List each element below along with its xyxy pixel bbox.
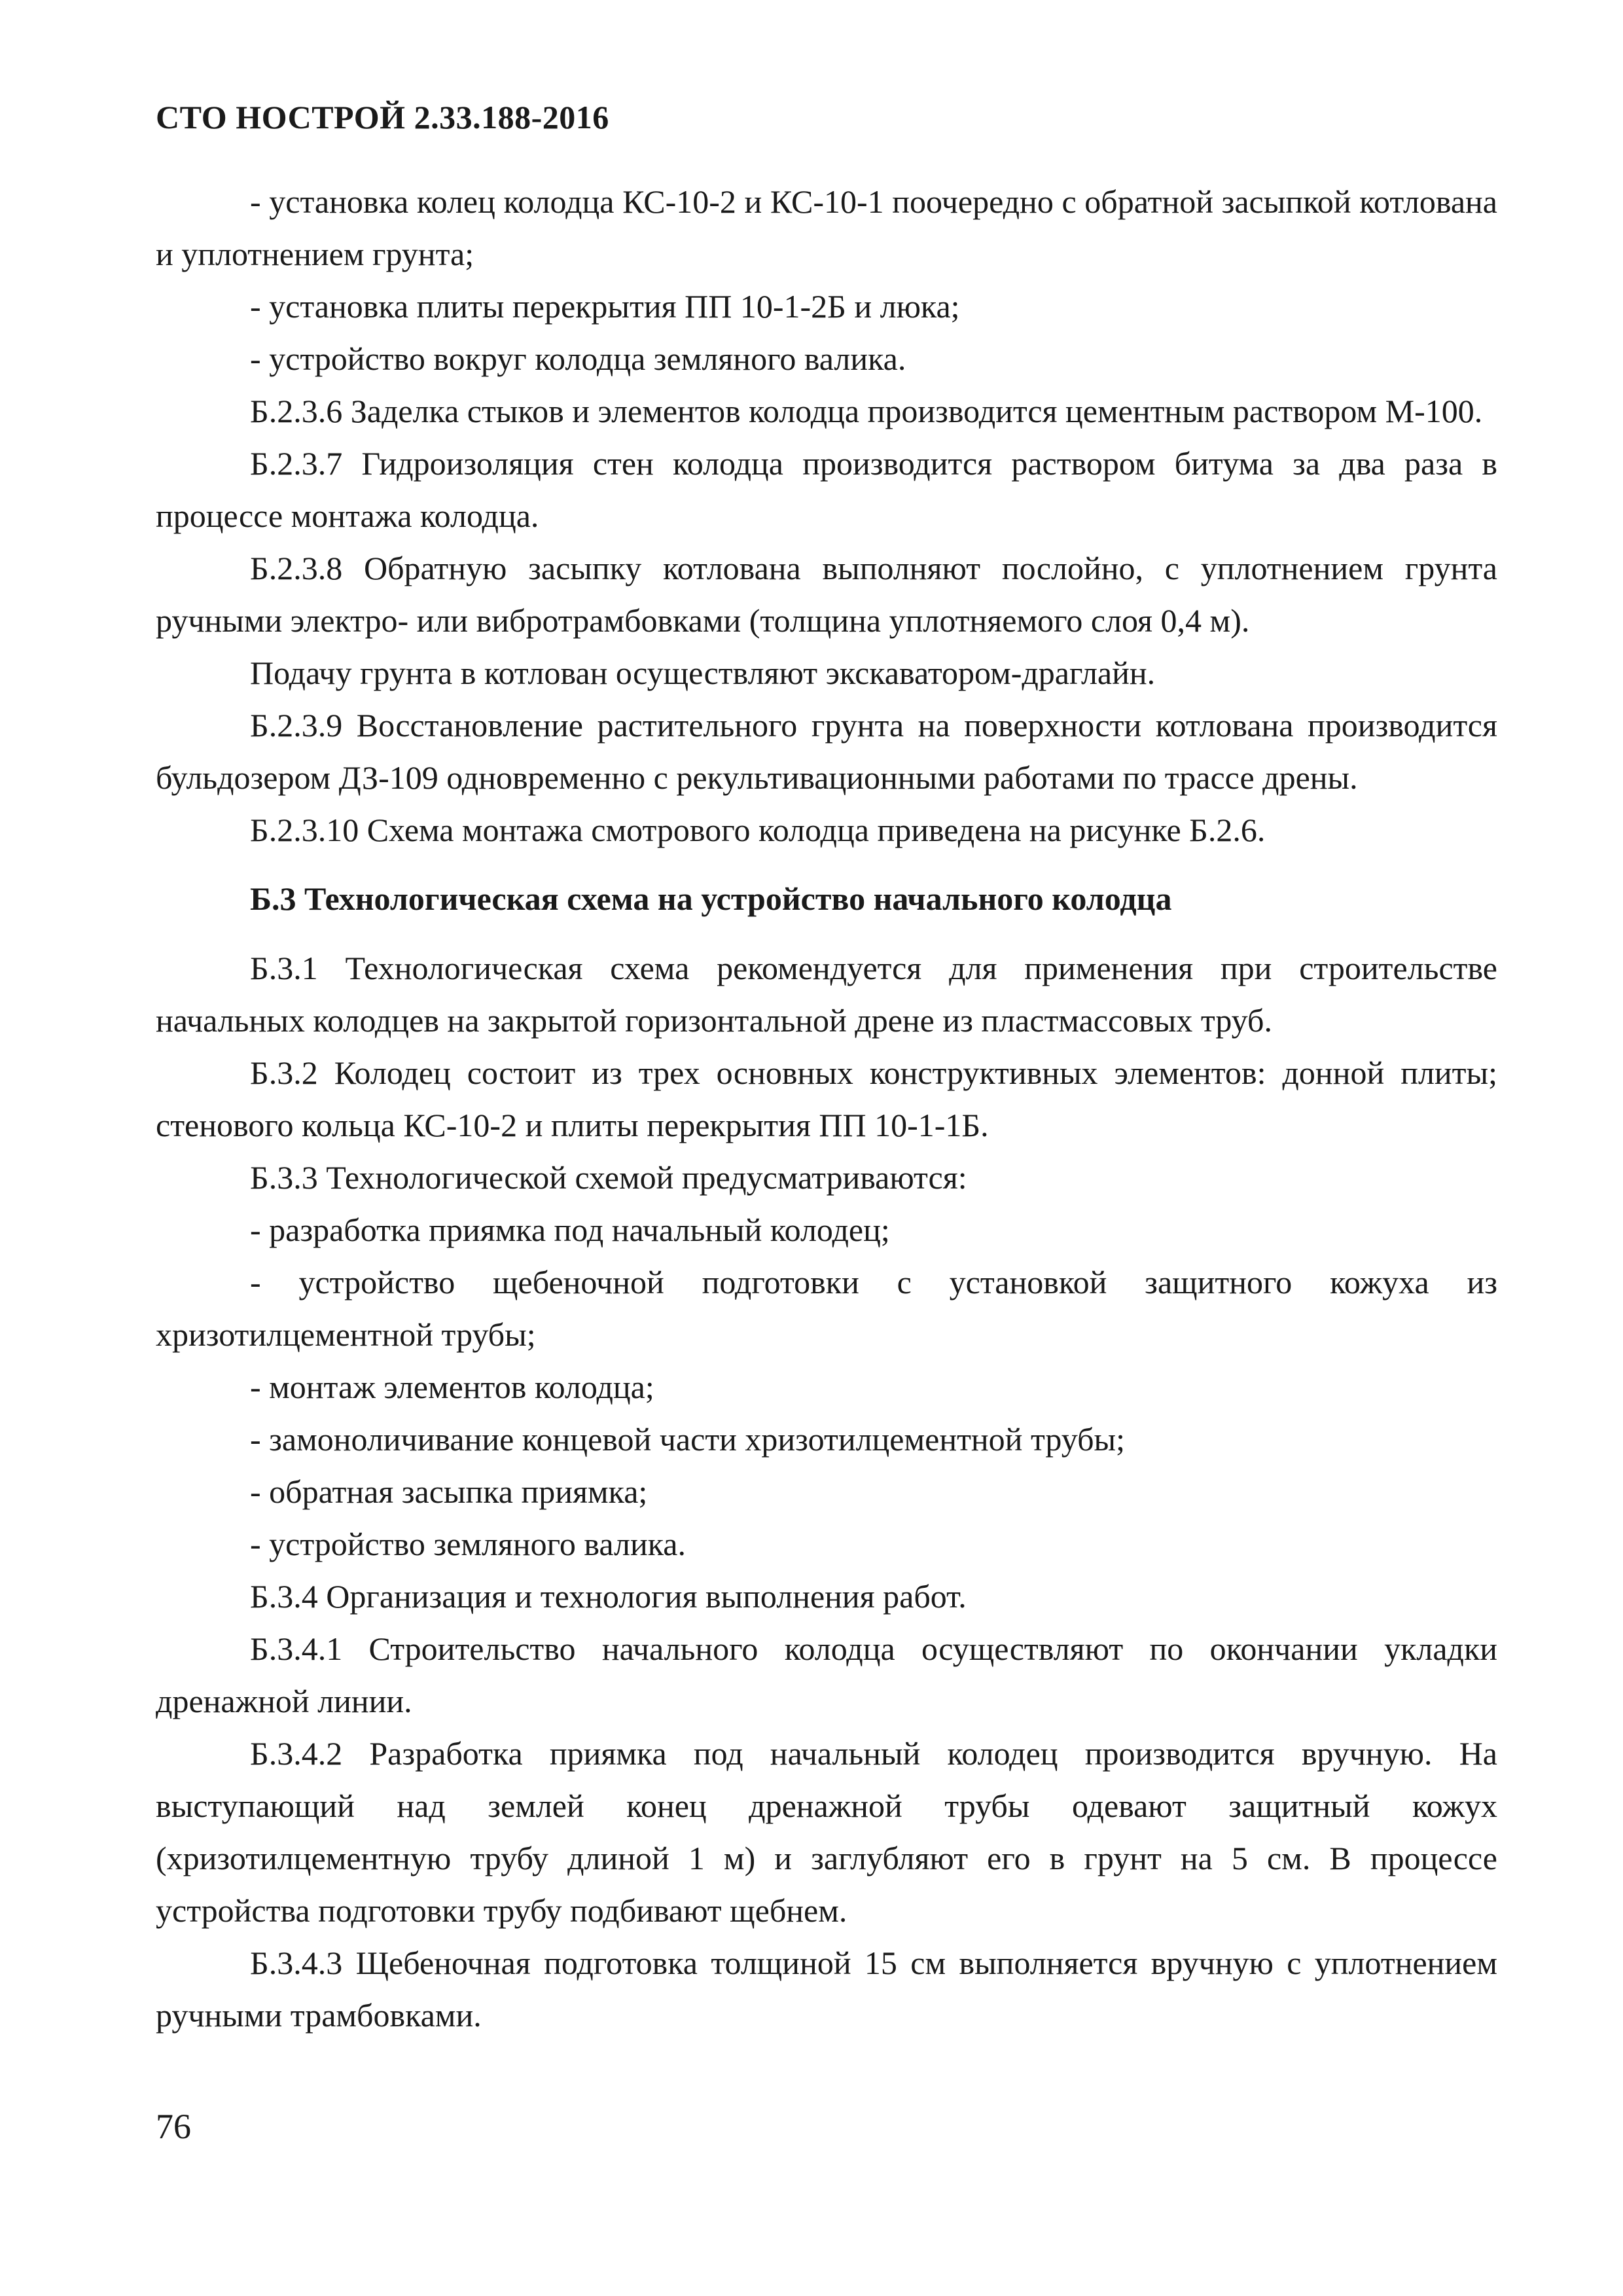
paragraph: Б.2.3.6 Заделка стыков и элементов колодца производится цементным раствором М-100.: [250, 393, 1483, 429]
paragraph: Б.2.3.7 Гидроизоляция стен колодца производится раствором битума за два раза в процессе монтажа колодца.: [156, 445, 1497, 534]
paragraph: Б.2.3.10 Схема монтажа смотрового колодца приведена на рисунке Б.2.6.: [250, 812, 1266, 848]
list-item: - замоноличивание концевой части хризотилцементной трубы;: [250, 1421, 1126, 1458]
list-item: - устройство щебеночной подготовки с установкой защитного кожуха из хризотилцементной трубы;: [156, 1264, 1497, 1353]
paragraph: Б.3.1 Технологическая схема рекомендуется для применения при строительстве начальных колодцев на закрытой горизонтальной дрене из пластмассовых труб.: [156, 950, 1497, 1039]
paragraph: Б.3.4.1 Строительство начального колодца осуществляют по окончании укладки дренажной линии.: [156, 1630, 1497, 1719]
list-item: - монтаж элементов колодца;: [250, 1369, 654, 1405]
paragraph: - установка плиты перекрытия ПП 10-1-2Б и люка;: [250, 288, 960, 325]
list-item: - устройство земляного валика.: [250, 1526, 686, 1562]
page-number: 76: [156, 2107, 191, 2146]
page-body: [156, 175, 1497, 2041]
list-item: - обратная засыпка приямка;: [250, 1473, 648, 1510]
paragraph: Б.3.4 Организация и технология выполнения работ.: [250, 1578, 967, 1615]
paragraph: Подачу грунта в котлован осуществляют экскаватором-драглайн.: [250, 655, 1156, 691]
paragraph: - установка колец колодца КС-10-2 и КС-10-1 поочередно с обратной засыпкой котлована и уплотнением грунта;: [156, 183, 1497, 272]
paragraph: Б.3.4.3 Щебеночная подготовка толщиной 15 см выполняется вручную с уплотнением ручными трамбовками.: [156, 1945, 1497, 2034]
paragraph: - устройство вокруг колодца земляного валика.: [250, 340, 906, 377]
document-header: СТО НОСТРОЙ 2.33.188-2016: [156, 99, 609, 135]
paragraph: Б.3.4.2 Разработка приямка под начальный колодец производится вручную. На выступающий над землей конец дренажной трубы одевают защитный кожух (хризотилцементную трубу длиной 1 м) и заглубляют его в грунт на 5 см. В процессе устройства подготовки трубу подбивают щебнем.: [156, 1735, 1497, 1929]
list-item: - разработка приямка под начальный колодец;: [250, 1211, 890, 1248]
paragraph: Б.2.3.8 Обратную засыпку котлована выполняют послойно, с уплотнением грунта ручными электро- или вибротрамбовками (толщина уплотняемого слоя 0,4 м).: [156, 550, 1497, 639]
paragraph: Б.3.2 Колодец состоит из трех основных конструктивных элементов: донной плиты; стенового кольца КС-10-2 и плиты перекрытия ПП 10-1-1Б.: [156, 1054, 1497, 1143]
paragraph: Б.3.3 Технологической схемой предусматриваются:: [250, 1159, 967, 1196]
section-heading: Б.3 Технологическая схема на устройство начального колодца: [250, 880, 1172, 917]
paragraph: Б.2.3.9 Восстановление растительного грунта на поверхности котлована производится бульдозером ДЗ-109 одновременно с рекультивационными работами по трассе дрены.: [156, 707, 1497, 796]
